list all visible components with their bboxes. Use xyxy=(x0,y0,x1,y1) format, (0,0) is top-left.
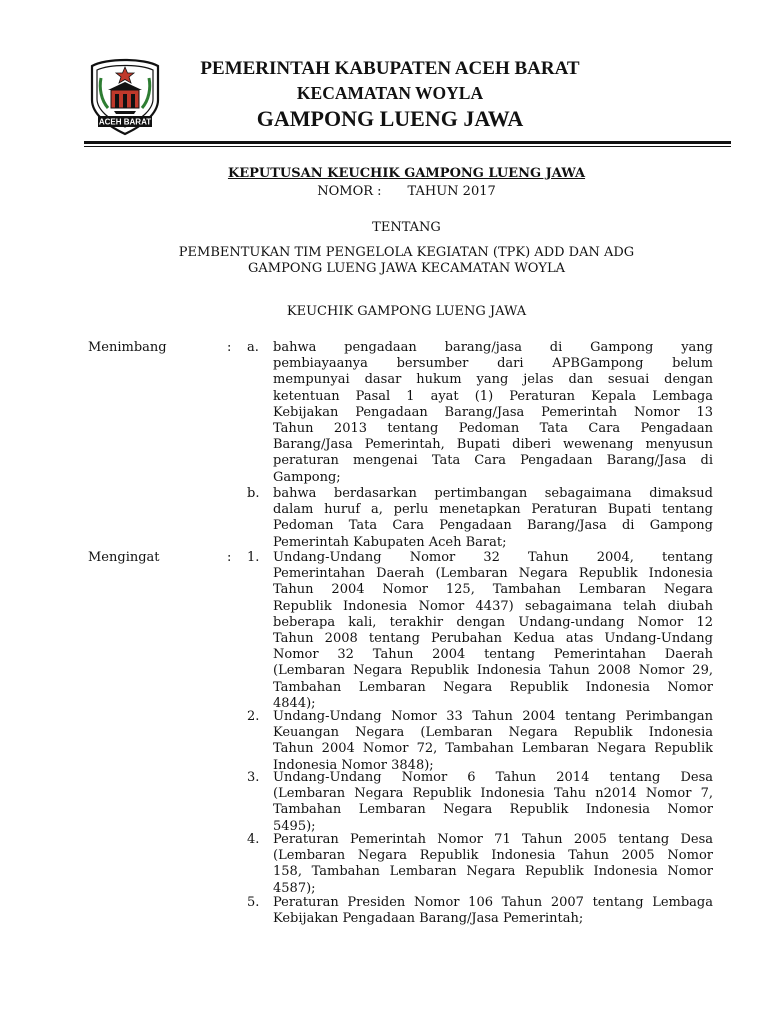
text-line: Undang-Undang Nomor 33 Tahun 2004 tentang Perimbangan xyxy=(273,709,713,724)
decree-year: TAHUN 2017 xyxy=(407,184,496,199)
text-line: Gampong; xyxy=(273,469,341,485)
text-line: Pemerintah Kabupaten Aceh Barat; xyxy=(273,534,507,550)
text-line: Tambahan Lembaran Negara Republik Indonesia Nomor xyxy=(273,802,713,818)
list-marker: 4. xyxy=(247,832,260,847)
letterhead-rule-thin xyxy=(84,146,731,147)
menimbang-item-a-text xyxy=(273,340,713,486)
text-line: Pedoman Tata Cara Pengadaan Barang/Jasa di Gampong xyxy=(273,518,713,534)
text-line: mempunyai dasar hukum yang jelas dan sesuai dengan xyxy=(273,372,713,388)
menimbang-item-b xyxy=(247,486,713,551)
list-marker: 2. xyxy=(247,709,260,724)
text-line: Nomor 32 Tahun 2004 tentang Pemerintahan Daerah xyxy=(273,647,713,663)
text-line: Pemerintahan Daerah (Lembaran Negara Republik Indonesia xyxy=(273,566,713,582)
text-line: Kebijakan Pengadaan Barang/Jasa Pemerintah Nomor 13 xyxy=(273,404,713,420)
mengingat-item-5 xyxy=(247,895,713,927)
text-line: Tahun 2004 Nomor 125, Tambahan Lembaran Negara xyxy=(273,582,713,598)
text-line: Undang-Undang Nomor 6 Tahun 2014 tentang Desa xyxy=(273,770,713,785)
text-line: bahwa pengadaan barang/jasa di Gampong yang xyxy=(273,340,713,355)
mengingat-item-4 xyxy=(247,832,713,897)
text-line: Undang-Undang Nomor 32 Tahun 2004, tentang xyxy=(273,550,713,565)
text-line: (Lembaran Negara Republik Indonesia Tahun 2005 Nomor xyxy=(273,848,713,864)
issuer-heading: KEUCHIK GAMPONG LUENG JAWA xyxy=(286,304,527,319)
text-line: Indonesia Nomor 3848); xyxy=(273,757,434,773)
text-line: 5495); xyxy=(273,818,316,834)
decree-number xyxy=(84,184,729,200)
text-line: (Lembaran Negara Republik Indonesia Tahu n2014 Nomor 7, xyxy=(273,786,713,802)
text-line: Tahun 2013 tentang Pedoman Tata Cara Pengadaan xyxy=(273,421,713,437)
mengingat-item-2 xyxy=(247,709,713,774)
text-line: (Lembaran Negara Republik Indonesia Tahun 2008 Nomor 29, xyxy=(273,663,713,679)
mengingat-item-3 xyxy=(247,770,713,835)
mengingat-item-4-text xyxy=(273,832,713,897)
mengingat-label: Mengingat xyxy=(88,550,160,565)
text-line: pembiayaanya bersumber dari APBGampong belum xyxy=(273,356,713,372)
list-marker: 3. xyxy=(247,770,260,785)
text-line: Barang/Jasa Pemerintah, Bupati diberi wewenang menyusun xyxy=(273,437,713,453)
text-line: ketentuan Pasal 1 ayat (1) Peraturan Kepala Lembaga xyxy=(273,388,713,404)
text-line: peraturan mengenai Tata Cara Pengadaan Barang/Jasa di xyxy=(273,453,713,469)
mengingat-item-5-text xyxy=(273,895,713,927)
menimbang-label: Menimbang xyxy=(88,340,167,355)
text-line: Keuangan Negara (Lembaran Negara Republik Indonesia xyxy=(273,725,713,741)
subject-line-2: GAMPONG LUENG JAWA KECAMATAN WOYLA xyxy=(248,261,565,276)
text-line: Peraturan Pemerintah Nomor 71 Tahun 2005 tentang Desa xyxy=(273,832,713,847)
text-line: beberapa kali, terakhir dengan Undang-undang Nomor 12 xyxy=(273,614,713,630)
text-line: dalam huruf a, perlu menetapkan Peraturan Bupati tentang xyxy=(273,502,713,518)
text-line: 158, Tambahan Lembaran Negara Republik Indonesia Nomor xyxy=(273,864,713,880)
text-line: Kebijakan Pengadaan Barang/Jasa Pemerintah; xyxy=(273,911,584,927)
text-line: bahwa berdasarkan pertimbangan sebagaimana dimaksud xyxy=(273,486,713,501)
text-line: Republik Indonesia Nomor 4437) sebagaimana telah diubah xyxy=(273,598,713,614)
mengingat-item-1 xyxy=(247,550,713,712)
letterhead-government: PEMERINTAH KABUPATEN ACEH BARAT xyxy=(200,58,580,79)
list-marker: 1. xyxy=(247,550,260,565)
text-line: Tahun 2008 tentang Perubahan Kedua atas Undang-Undang xyxy=(273,631,713,647)
text-line: Peraturan Presiden Nomor 106 Tahun 2007 tentang Lembaga xyxy=(273,895,713,910)
mengingat-item-3-text xyxy=(273,770,713,835)
menimbang-item-a xyxy=(247,340,713,486)
list-marker: a. xyxy=(247,340,259,355)
mengingat-item-1-text xyxy=(273,550,713,712)
letterhead-district: KECAMATAN WOYLA xyxy=(296,83,484,103)
menimbang-item-b-text xyxy=(273,486,713,551)
subject-line-1: PEMBENTUKAN TIM PENGELOLA KEGIATAN (TPK) ADD DAN ADG xyxy=(178,245,635,260)
logo-text: ACEH BARAT xyxy=(98,117,152,127)
text-line: 4587); xyxy=(273,880,316,896)
mengingat-item-2-text xyxy=(273,709,713,774)
decree-title: KEPUTUSAN KEUCHIK GAMPONG LUENG JAWA xyxy=(227,166,586,181)
letterhead-rule-thick xyxy=(84,141,731,144)
list-marker: b. xyxy=(247,486,260,501)
list-marker: 5. xyxy=(247,895,260,910)
text-line: Tambahan Lembaran Negara Republik Indonesia Nomor xyxy=(273,679,713,695)
text-line: 4844); xyxy=(273,695,316,711)
mengingat-colon: : xyxy=(227,550,232,565)
aceh-barat-logo xyxy=(84,56,166,138)
tentang-heading: TENTANG xyxy=(372,220,441,235)
letterhead-village: GAMPONG LUENG JAWA xyxy=(256,106,524,131)
text-line: Tahun 2004 Nomor 72, Tambahan Lembaran Negara Republik xyxy=(273,741,713,757)
nomor-label: NOMOR : xyxy=(317,184,382,199)
menimbang-colon: : xyxy=(227,340,232,355)
